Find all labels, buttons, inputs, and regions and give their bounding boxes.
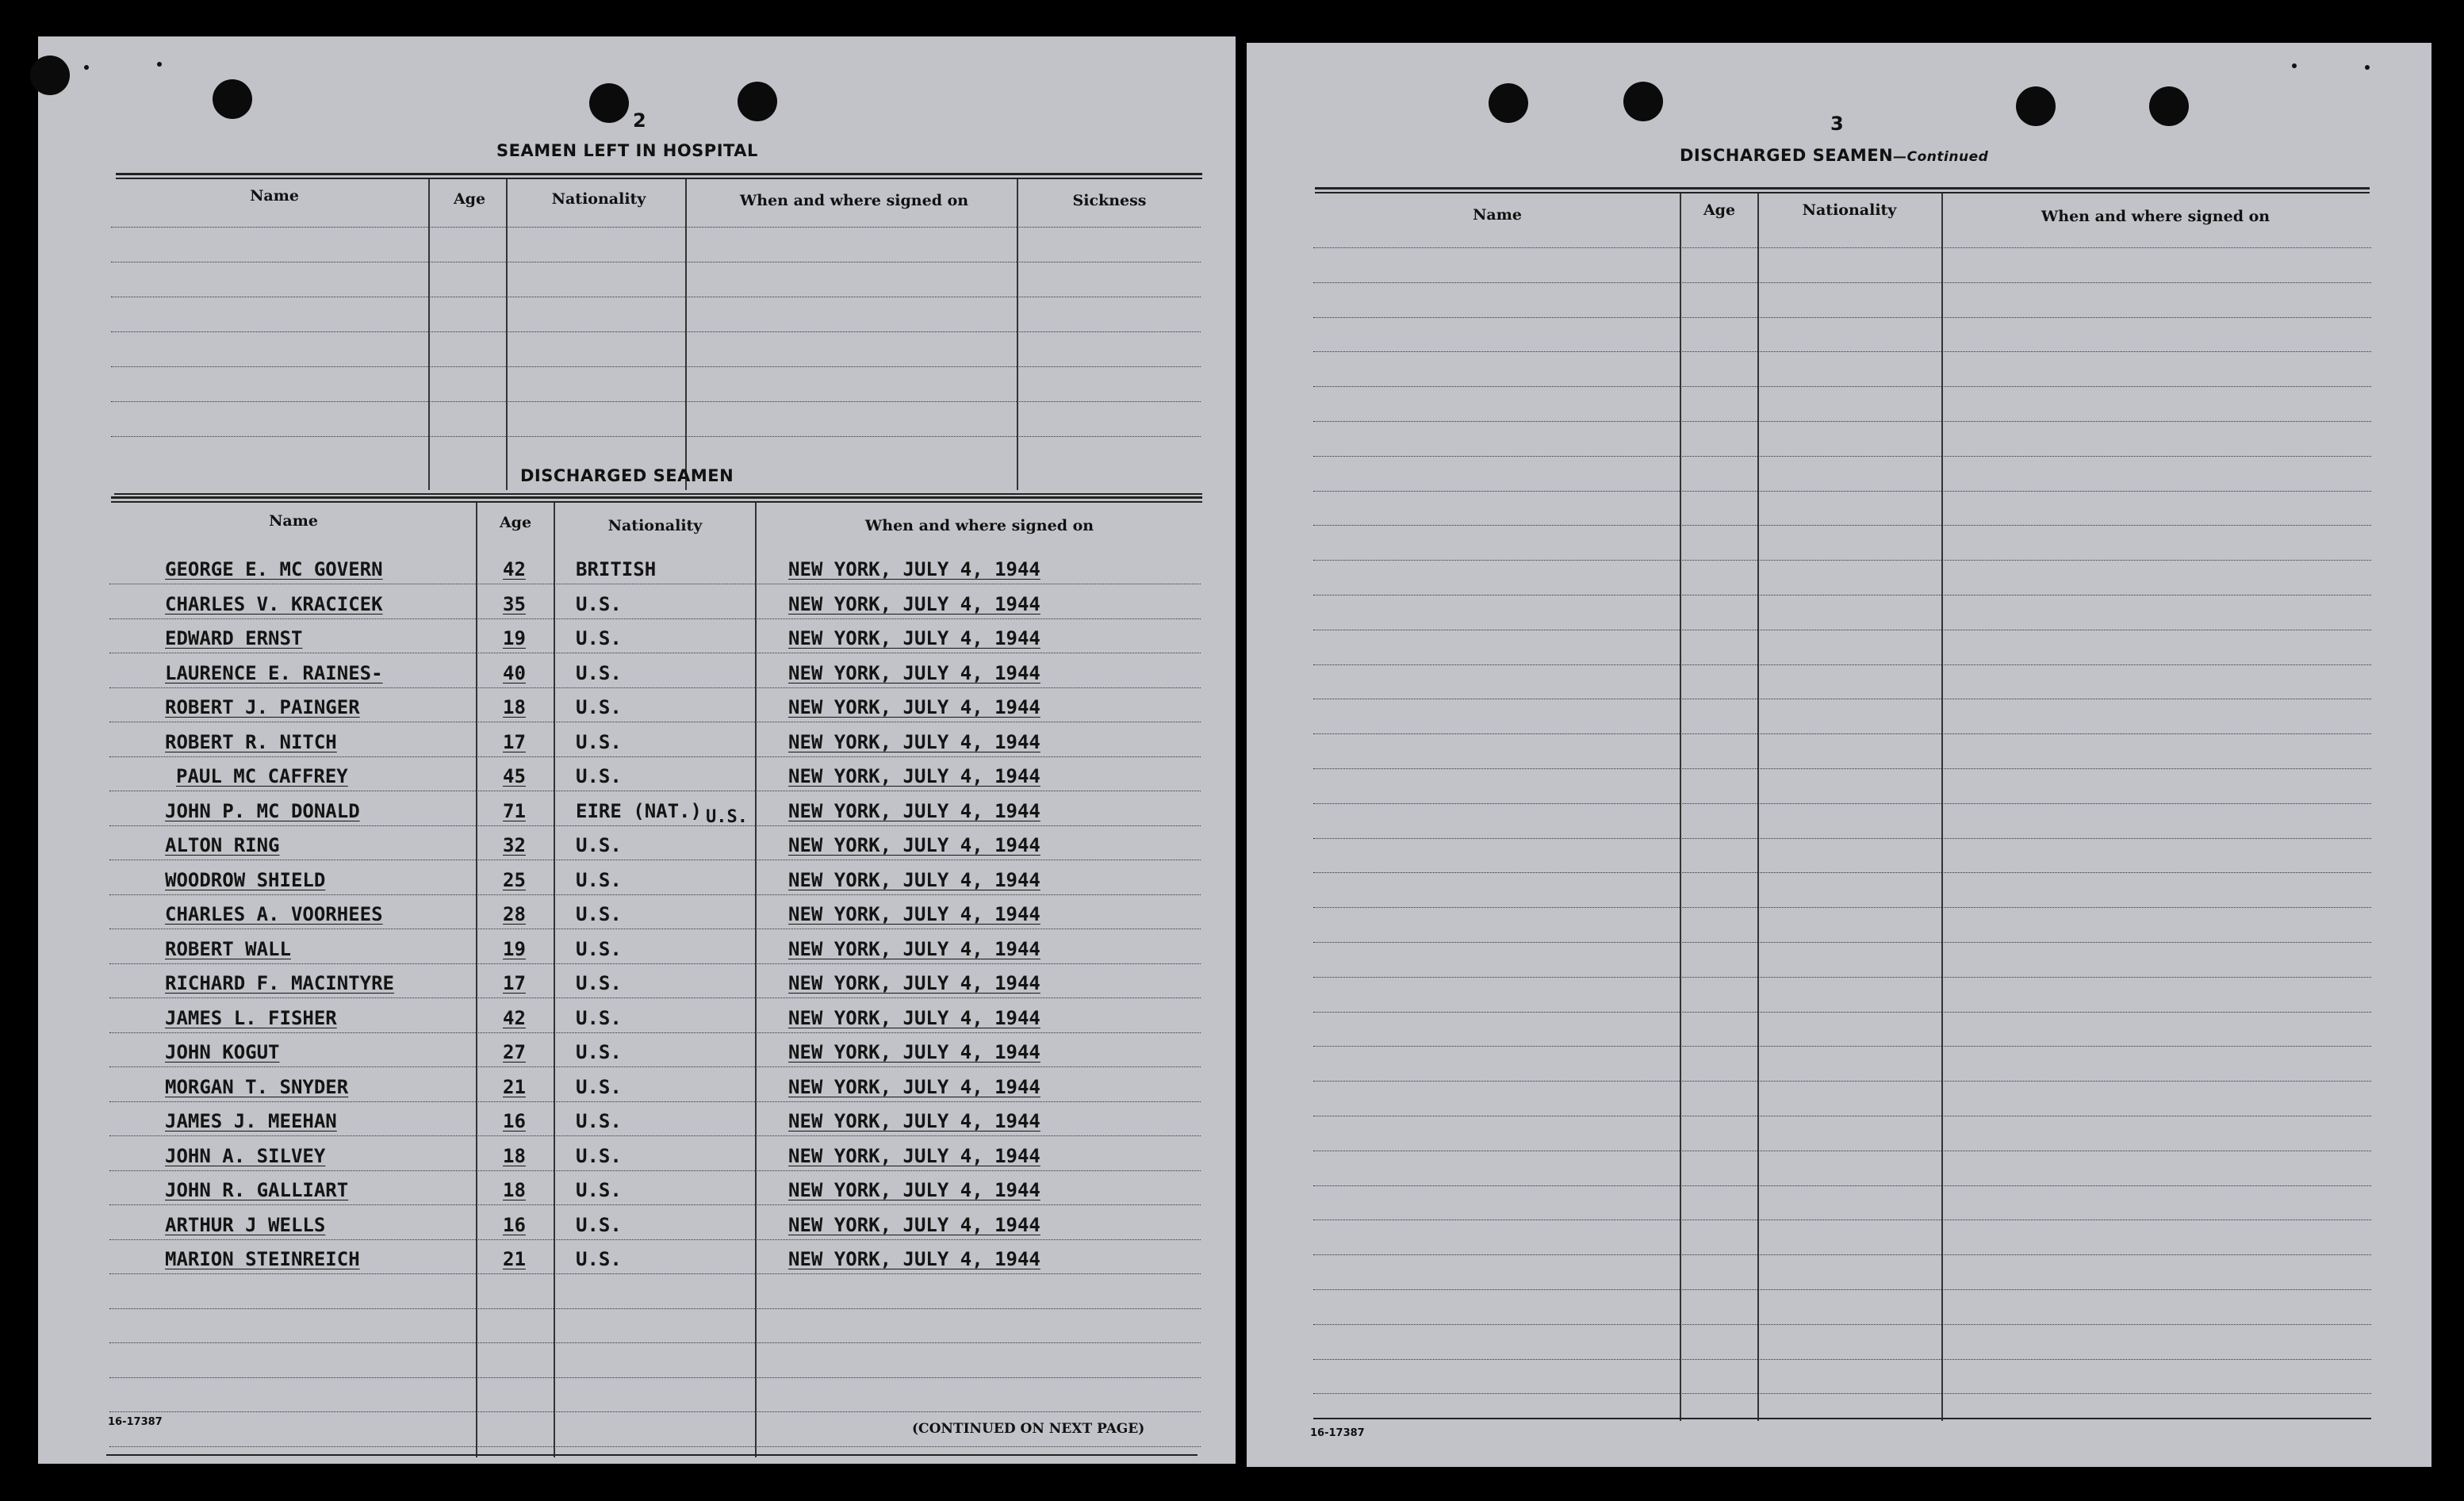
discharged-row-line: [109, 963, 1201, 964]
seaman-signed-on: NEW YORK, JULY 4, 1944: [788, 903, 1040, 925]
column-rule: [554, 503, 555, 1457]
right-section-title: [1680, 146, 1988, 165]
discharged-section-title: DISCHARGED SEAMEN: [520, 466, 734, 485]
page-number: 2: [633, 109, 646, 132]
seaman-name: ROBERT J. PAINGER: [165, 696, 360, 718]
speck: [84, 65, 89, 70]
hospital-header-nationality: Nationality: [551, 190, 646, 208]
column-rule: [1757, 193, 1759, 1421]
hospital-row-line: [111, 401, 1201, 402]
continued-row-line: [1313, 1254, 2371, 1255]
seaman-nationality: U.S.: [576, 1213, 622, 1236]
seaman-age: 16: [503, 1110, 526, 1132]
seaman-age: 18: [503, 1144, 526, 1167]
seaman-nationality: U.S.: [576, 1075, 622, 1098]
seaman-name: GEORGE E. MC GOVERN: [165, 558, 383, 580]
continued-row-line: [1313, 1046, 2371, 1047]
continued-row-line: [1313, 351, 2371, 352]
seaman-signed-on: NEW YORK, JULY 4, 1944: [788, 972, 1040, 994]
seaman-nationality: U.S.: [576, 937, 622, 960]
seaman-nationality: BRITISH: [576, 558, 657, 580]
seaman-name: WOODROW SHIELD: [165, 868, 326, 891]
discharged-row-line: [109, 894, 1201, 895]
seaman-nationality: U.S.: [576, 834, 622, 856]
seaman-name: JOHN P. MC DONALD: [165, 799, 360, 822]
hospital-row-line: [111, 436, 1201, 437]
seaman-age: 17: [503, 730, 526, 753]
seaman-age: 17: [503, 972, 526, 994]
discharged-row-line: [109, 1135, 1201, 1136]
nationality-suffix-wrap: [706, 800, 748, 827]
seaman-nationality: U.S.: [576, 627, 622, 649]
seaman-age: 42: [503, 1006, 526, 1029]
continued-row-line: [1313, 803, 2371, 804]
column-rule: [1017, 179, 1018, 490]
discharged-header-nationality: Nationality: [607, 517, 703, 534]
column-rule: [1941, 193, 1943, 1421]
punch-hole: [1489, 83, 1528, 123]
discharged-header-name: Name: [269, 512, 318, 530]
continued-header-name: Name: [1473, 206, 1522, 224]
continued-row-line: [1313, 1324, 2371, 1325]
divider: [114, 493, 1202, 495]
seaman-age: 21: [503, 1248, 526, 1270]
page-number: 3: [1830, 113, 1844, 135]
seaman-name: ROBERT R. NITCH: [165, 730, 337, 753]
seaman-signed-on: NEW YORK, JULY 4, 1944: [788, 868, 1040, 891]
discharged-row-line: [109, 1377, 1201, 1378]
seaman-name: JOHN KOGUT: [165, 1041, 280, 1063]
seaman-signed-on: NEW YORK, JULY 4, 1944: [788, 834, 1040, 856]
continued-row-line: [1313, 872, 2371, 873]
right-section-title-main: DISCHARGED SEAMEN: [1680, 146, 1894, 165]
continued-row-line: [1313, 942, 2371, 943]
divider: [111, 496, 1202, 499]
divider: [1315, 192, 2370, 193]
seaman-signed-on: NEW YORK, JULY 4, 1944: [788, 558, 1040, 580]
seaman-age: 27: [503, 1041, 526, 1063]
column-rule: [476, 503, 477, 1457]
continued-header-age: Age: [1703, 201, 1736, 219]
speck: [157, 62, 162, 67]
continued-row-line: [1313, 838, 2371, 839]
seaman-name: JAMES L. FISHER: [165, 1006, 337, 1029]
seaman-age: 18: [503, 696, 526, 718]
seaman-signed-on: NEW YORK, JULY 4, 1944: [788, 627, 1040, 649]
seaman-signed-on: NEW YORK, JULY 4, 1944: [788, 661, 1040, 684]
seaman-signed-on: NEW YORK, JULY 4, 1944: [788, 1213, 1040, 1236]
continued-row-line: [1313, 456, 2371, 457]
seaman-nationality: U.S.: [576, 1179, 622, 1201]
seaman-signed-on: NEW YORK, JULY 4, 1944: [788, 937, 1040, 960]
seaman-nationality: U.S.: [576, 765, 622, 787]
column-rule: [428, 179, 430, 490]
seaman-nationality: U.S.: [576, 1248, 622, 1270]
column-rule: [1680, 193, 1681, 1421]
punch-hole: [1623, 82, 1663, 121]
hospital-section-title: SEAMEN LEFT IN HOSPITAL: [496, 141, 758, 160]
seaman-name: MORGAN T. SNYDER: [165, 1075, 349, 1098]
punch-hole: [589, 83, 629, 123]
punch-hole: [738, 82, 777, 121]
seaman-age: 35: [503, 592, 526, 615]
discharged-row-line: [109, 997, 1201, 998]
column-rule: [755, 503, 757, 1457]
left-page: [38, 36, 1236, 1464]
discharged-row-line: [109, 1308, 1201, 1309]
continued-row-line: [1313, 317, 2371, 318]
seaman-nationality: U.S.: [576, 1041, 622, 1063]
seaman-signed-on: NEW YORK, JULY 4, 1944: [788, 1110, 1040, 1132]
seaman-age: 45: [503, 765, 526, 787]
seaman-nationality: U.S.: [576, 1110, 622, 1132]
seaman-age: 19: [503, 937, 526, 960]
seaman-age: 19: [503, 627, 526, 649]
seaman-signed-on: NEW YORK, JULY 4, 1944: [788, 1075, 1040, 1098]
seaman-signed-on: NEW YORK, JULY 4, 1944: [788, 1144, 1040, 1167]
column-rule: [685, 179, 687, 490]
hospital-row-line: [111, 227, 1201, 228]
seaman-signed-on: NEW YORK, JULY 4, 1944: [788, 1248, 1040, 1270]
discharged-row-line: [109, 1066, 1201, 1067]
continued-row-line: [1313, 1393, 2371, 1394]
hospital-header-signed-on: When and where signed on: [739, 192, 969, 209]
continued-row-line: [1313, 421, 2371, 422]
seaman-nationality: U.S.: [576, 592, 622, 615]
continued-row-line: [1313, 733, 2371, 734]
seaman-name: EDWARD ERNST: [165, 627, 303, 649]
seaman-signed-on: NEW YORK, JULY 4, 1944: [788, 696, 1040, 718]
hospital-row-line: [111, 366, 1201, 367]
seaman-age: 21: [503, 1075, 526, 1098]
seaman-age: 40: [503, 661, 526, 684]
seaman-nationality: U.S.: [576, 696, 622, 718]
seaman-nationality: U.S.: [576, 972, 622, 994]
discharged-row-line: [109, 756, 1201, 757]
continued-row-line: [1313, 560, 2371, 561]
seaman-name: ROBERT WALL: [165, 937, 291, 960]
continued-note: (CONTINUED ON NEXT PAGE): [912, 1421, 1145, 1437]
divider: [111, 501, 1202, 503]
continued-row-line: [1313, 282, 2371, 283]
seaman-age: 18: [503, 1179, 526, 1201]
discharged-row-line: [109, 1239, 1201, 1240]
seaman-age: 42: [503, 558, 526, 580]
seaman-name: JOHN A. SILVEY: [165, 1144, 326, 1167]
seaman-name: CHARLES V. KRACICEK: [165, 592, 383, 615]
seaman-nationality: U.S.: [576, 1144, 622, 1167]
seaman-nationality: U.S.: [576, 903, 622, 925]
seaman-nationality-suffix: U.S.: [706, 806, 748, 827]
seaman-name: PAUL MC CAFFREY: [176, 765, 348, 787]
discharged-row-line: [109, 1032, 1201, 1033]
discharged-row-line: [109, 1273, 1201, 1274]
continued-row-line: [1313, 525, 2371, 526]
seaman-nationality: U.S.: [576, 661, 622, 684]
continued-header-signed-on: When and where signed on: [2041, 208, 2270, 225]
divider: [1313, 1418, 2371, 1419]
discharged-row-line: [109, 687, 1201, 688]
continued-row-line: [1313, 907, 2371, 908]
continued-row-line: [1313, 1289, 2371, 1290]
seaman-name: CHARLES A. VOORHEES: [165, 903, 383, 925]
form-number: 16-17387: [108, 1416, 163, 1428]
seaman-age: 16: [503, 1213, 526, 1236]
divider: [116, 178, 1202, 179]
divider: [1315, 187, 2370, 190]
divider: [106, 1454, 1198, 1456]
discharged-header-age: Age: [499, 514, 532, 531]
seaman-age: 25: [503, 868, 526, 891]
seaman-age: 28: [503, 903, 526, 925]
discharged-row-line: [109, 618, 1201, 619]
right-section-title-suffix: —Continued: [1893, 149, 1989, 165]
punch-hole: [30, 56, 70, 95]
punch-hole: [2016, 86, 2056, 126]
seaman-age: 32: [503, 834, 526, 856]
right-page: [1247, 43, 2431, 1467]
hospital-row-line: [111, 331, 1201, 332]
speck: [2292, 63, 2297, 68]
continued-row-line: [1313, 977, 2371, 978]
seaman-signed-on: NEW YORK, JULY 4, 1944: [788, 1179, 1040, 1201]
discharged-row-line: [109, 825, 1201, 826]
continued-row-line: [1313, 664, 2371, 665]
seaman-name: ARTHUR J WELLS: [165, 1213, 326, 1236]
discharged-row-line: [109, 1411, 1201, 1412]
seaman-signed-on: NEW YORK, JULY 4, 1944: [788, 799, 1040, 822]
hospital-header-sickness: Sickness: [1072, 192, 1147, 209]
continued-row-line: [1313, 491, 2371, 492]
continued-row-line: [1313, 247, 2371, 248]
continued-row-line: [1313, 1185, 2371, 1186]
column-rule: [506, 179, 508, 490]
seaman-signed-on: NEW YORK, JULY 4, 1944: [788, 765, 1040, 787]
continued-row-line: [1313, 1081, 2371, 1082]
seaman-signed-on: NEW YORK, JULY 4, 1944: [788, 592, 1040, 615]
continued-row-line: [1313, 386, 2371, 387]
seaman-name: ALTON RING: [165, 834, 280, 856]
seaman-name: RICHARD F. MACINTYRE: [165, 972, 394, 994]
hospital-header-name: Name: [250, 187, 299, 205]
seaman-name: JOHN R. GALLIART: [165, 1179, 349, 1201]
discharged-header-signed-on: When and where signed on: [864, 517, 1094, 534]
seaman-name: MARION STEINREICH: [165, 1248, 360, 1270]
divider: [116, 173, 1202, 175]
continued-row-line: [1313, 1359, 2371, 1360]
seaman-nationality: U.S.: [576, 868, 622, 891]
form-number: 16-17387: [1310, 1427, 1365, 1439]
discharged-row-line: [109, 1101, 1201, 1102]
seaman-age: 71: [503, 799, 526, 822]
hospital-header-age: Age: [453, 190, 486, 208]
continued-header-nationality: Nationality: [1802, 201, 1897, 219]
continued-row-line: [1313, 768, 2371, 769]
discharged-row-line: [109, 1342, 1201, 1343]
seaman-name: JAMES J. MEEHAN: [165, 1110, 337, 1132]
seaman-nationality: EIRE (NAT.): [576, 799, 702, 822]
seaman-signed-on: NEW YORK, JULY 4, 1944: [788, 730, 1040, 753]
speck: [2365, 65, 2370, 70]
punch-hole: [213, 79, 252, 119]
punch-hole: [2149, 86, 2189, 126]
continued-row-line: [1313, 1012, 2371, 1013]
seaman-nationality: U.S.: [576, 730, 622, 753]
seaman-nationality: U.S.: [576, 1006, 622, 1029]
seaman-signed-on: NEW YORK, JULY 4, 1944: [788, 1006, 1040, 1029]
discharged-row-line: [109, 1170, 1201, 1171]
seaman-name: LAURENCE E. RAINES-: [165, 661, 383, 684]
discharged-row-line: [109, 1446, 1201, 1447]
seaman-signed-on: NEW YORK, JULY 4, 1944: [788, 1041, 1040, 1063]
discharged-row-line: [109, 1204, 1201, 1205]
